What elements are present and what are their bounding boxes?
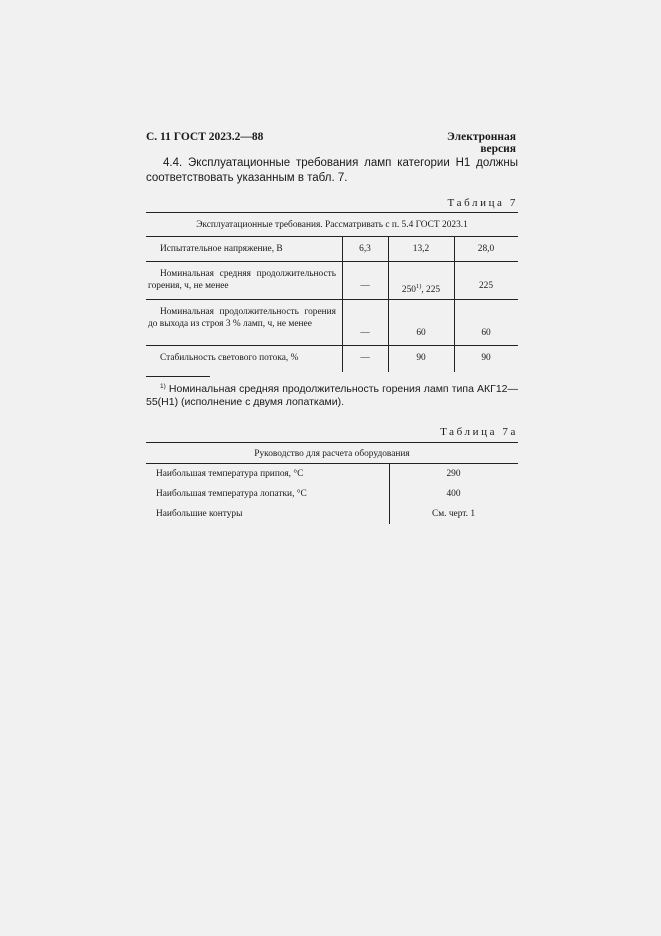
table7-row-rule	[146, 261, 518, 262]
table7-row-rule	[146, 299, 518, 300]
value-6v: —	[360, 328, 370, 338]
value-12v: 90	[416, 353, 426, 363]
footnote-rule	[146, 376, 210, 377]
row-value: См. черт. 1	[431, 509, 476, 519]
table7-col-divider-3	[454, 236, 455, 372]
row-label: Наибольшая температура припоя, °С	[156, 469, 304, 479]
value-24v: 90	[481, 353, 491, 363]
table7-col-divider-2	[388, 236, 389, 372]
value-6v: 6,3	[359, 244, 371, 254]
table7-row-rule	[146, 345, 518, 346]
footnote-mark: 1)	[160, 383, 166, 390]
row-label: Наибольшая температура лопатки, °С	[156, 489, 307, 499]
table7-col-divider-1	[342, 236, 343, 372]
page-header-reference: С. 11 ГОСТ 2023.2—88	[146, 131, 264, 143]
table7-caption: Таблица 7	[447, 197, 518, 209]
table7a-top-rule	[146, 442, 518, 443]
table7a-header-rule	[146, 463, 518, 464]
row-label: Стабильность светового потока, %	[160, 353, 299, 363]
row-value: 290	[446, 469, 461, 479]
table7-header: Эксплуатационные требования. Рассматривать с п. 5.4 ГОСТ 2023.1	[196, 220, 468, 230]
intro-paragraph: 4.4. Эксплуатационные требования ламп категории Н1 должны соответствовать указанным в табл. 7.	[146, 157, 518, 184]
value-6v: —	[360, 353, 370, 363]
row-label: Номинальная средняя продолжительность горения, ч, не менее	[148, 269, 336, 291]
table7a-header: Руководство для расчета оборудования	[254, 449, 410, 459]
row-value: 400	[446, 489, 461, 499]
value-6v: —	[360, 281, 370, 291]
value-12v: 250$^{1)}$, 225	[401, 283, 441, 295]
row-label: Испытательное напряжение, В	[160, 244, 283, 254]
row-label: Наибольшие контуры	[156, 509, 243, 519]
value-12v: 13,2	[412, 244, 430, 254]
table7-top-rule	[146, 212, 518, 213]
footnote-ref: 1)	[415, 283, 422, 290]
value-24v: 28,0	[477, 244, 495, 254]
value-12v: 60	[416, 328, 426, 338]
table7-header-rule	[146, 236, 518, 237]
footnote: $^{1)}$ Номинальная средняя продолжительность горения ламп типа АКГ12—55(Н1) (исполнение с двумя лопатками).	[146, 383, 519, 408]
value-24v: 60	[481, 328, 491, 338]
edition-label: Электронная версия	[447, 131, 516, 155]
value-24v: 225	[478, 281, 494, 291]
table7a-caption: Таблица 7а	[440, 426, 518, 438]
row-label: Номинальная продолжительность горения до выхода из строя 3 % ламп, ч, не менее	[148, 307, 336, 329]
